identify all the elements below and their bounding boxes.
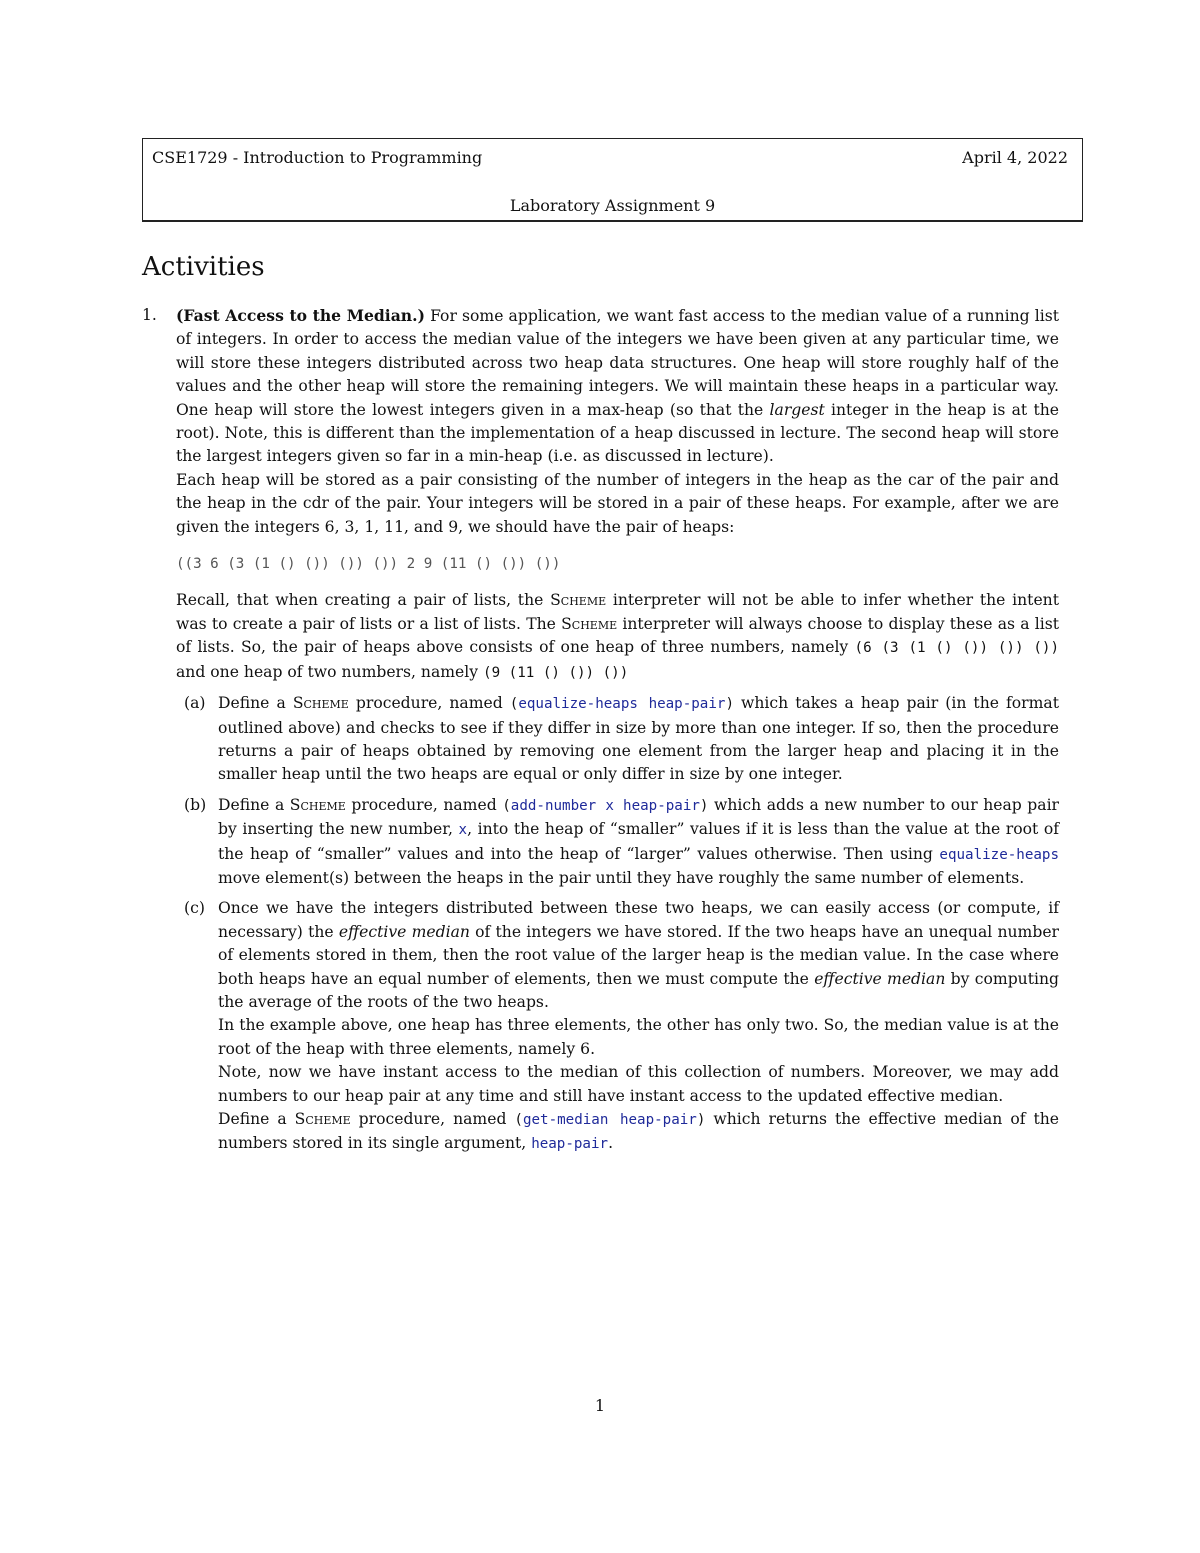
function-name: equalize-heaps — [939, 846, 1059, 863]
item-number: 1. — [142, 306, 157, 324]
emphasis: effective median — [814, 969, 946, 988]
subitem-label: (b) — [184, 795, 207, 814]
text: which returns the effective median of the numbers stored in its single argument, — [218, 1110, 1060, 1153]
emphasis: effective median — [338, 922, 470, 941]
subitem-c-para4 — [218, 1108, 1059, 1157]
subitem-c-para3: Note, now we have instant access to the median of this collection of numbers. Moreover, we may add numbers to our heap pair at any time and still have instant access to the updated effective median. — [218, 1063, 1059, 1105]
text: Define a — [218, 795, 290, 814]
recall-text-b: interpreter will not be able to infer whether the intent was to create a pair of lists or a list of lists. The — [176, 591, 1059, 633]
function-name: equalize-heaps — [518, 696, 638, 713]
item-title: (Fast Access to the Median.) — [176, 306, 425, 325]
argument-name: heap-pair — [619, 1112, 697, 1128]
document-body — [142, 304, 1059, 1157]
page-number: 1 — [594, 1396, 606, 1415]
intro-emphasis: largest — [769, 400, 825, 419]
subitem-b-text — [218, 794, 1059, 891]
paragraph-storage: Each heap will be stored as a pair consisting of the number of integers in the heap as the car of the pair and the heap in the cdr of the pair. Your integers will be stored in a pair of these heaps. For example, after we are given the integers 6, 3, 1, 11, and 9, we should have the pair of heaps: — [176, 470, 1059, 536]
subitem-a-text — [218, 692, 1059, 787]
text: by computing the average of the roots of the two heaps. — [218, 969, 1060, 1011]
intro-text-b: integer in the heap is at the root). Note, this is different than the implementation of a heap discussed in lecture. The second heap will store the largest integers given so far in a min-heap (i.e. as discussed in lecture). — [176, 400, 1059, 466]
argument-name: heap-pair — [648, 696, 726, 713]
recall-text-c: interpreter will always choose to display these as a list of lists. So, the pair of heaps above consists of one heap of three numbers, namely — [176, 614, 1059, 657]
paragraph-intro — [176, 304, 1059, 469]
subitem-c-para2: In the example above, one heap has three elements, the other has only two. So, the median value is at the root of the heap with three elements, namely 6. — [218, 1016, 1059, 1058]
paragraph-recall — [176, 589, 1059, 685]
paren: ) — [699, 797, 709, 814]
paren: ) — [725, 696, 734, 713]
recall-text-d: and one heap of two numbers, namely — [176, 662, 484, 681]
section-title: Activities — [142, 252, 265, 282]
scheme-name: Scheme — [294, 1110, 351, 1128]
argument-name: x — [605, 797, 614, 814]
code-heap-two: (9 (11 () ()) ()) — [483, 664, 629, 681]
scheme-name: Scheme — [550, 591, 607, 610]
subitem-label: (c) — [184, 899, 205, 918]
scheme-name: Scheme — [289, 795, 346, 814]
text: move element(s) between the heaps in the pair until they have roughly the same number of elements. — [218, 868, 1025, 887]
argument-name: x — [458, 822, 468, 839]
text: procedure, named — [348, 694, 510, 713]
lab-title: Laboratory Assignment 9 — [509, 196, 716, 215]
course-title: CSE1729 - Introduction to Programming — [152, 148, 483, 167]
text: procedure, named — [350, 1110, 515, 1128]
paren: ( — [502, 797, 511, 814]
paren: ( — [509, 696, 519, 713]
subitem-b — [176, 794, 1059, 891]
paren: ( — [514, 1112, 523, 1128]
subitem-c-para1 — [218, 897, 1059, 1014]
text: procedure, named — [345, 795, 503, 814]
text: . — [608, 1134, 614, 1153]
scheme-name: Scheme — [561, 614, 618, 633]
argument-name: heap-pair — [531, 1136, 609, 1153]
text: Once we have the integers distributed between these two heaps, we can easily access (or compute, if necessary) the — [218, 899, 1059, 941]
code-example: ((3 6 (3 (1 () ()) ()) ()) 2 9 (11 () ()) ()) — [176, 556, 561, 573]
text: which takes a heap pair (in the format outlined above) and checks to see if they differ in size by more than one integer. If so, then the procedure returns a pair of heaps obtained by removing one element from the larger heap and placing it in the smaller heap until the two heaps are equal or only differ in size by one integer. — [218, 694, 1059, 784]
intro-text-a: For some application, we want fast access to the median value of a running list of integers. In order to access the median value of the integers we have been given at any particular time, we will store these integers distributed across two heap data structures. One heap will store roughly half of the values and the other heap will store the remaining integers. We will maintain these heaps in a particular way. One heap will store the lowest integers given in a max-heap (so that the — [176, 307, 1059, 419]
function-name: add-number — [510, 797, 597, 814]
argument-name: heap-pair — [623, 797, 700, 814]
text: of the integers we have stored. If the two heaps have an unequal number of elements stored in them, then the root value of the larger heap is the median value. In the case where both heaps have an equal number of elements, then we must compute the — [218, 922, 1059, 988]
code-heap-three: (6 (3 (1 () ()) ()) ()) — [854, 640, 1059, 657]
subitem-c — [176, 897, 1059, 1156]
recall-text-a: Recall, that when creating a pair of lists, the — [176, 591, 551, 610]
subitem-label: (a) — [184, 694, 206, 713]
paren: ) — [696, 1112, 706, 1128]
header-box — [142, 138, 1083, 222]
subitem-a — [176, 692, 1059, 787]
scheme-name: Scheme — [292, 694, 349, 713]
text: Define a — [218, 1110, 295, 1128]
text: which adds a new number to our heap pair by inserting the new number, — [218, 795, 1060, 839]
function-name: get-median — [522, 1112, 609, 1128]
text: , into the heap of “smaller” values if it is less than the value at the root of the heap of “smaller” values and into the heap of “larger” values otherwise. Then using — [218, 820, 1059, 863]
text: Define a — [218, 694, 293, 713]
activity-item-1 — [142, 304, 1059, 1157]
assignment-date: April 4, 2022 — [962, 148, 1068, 167]
